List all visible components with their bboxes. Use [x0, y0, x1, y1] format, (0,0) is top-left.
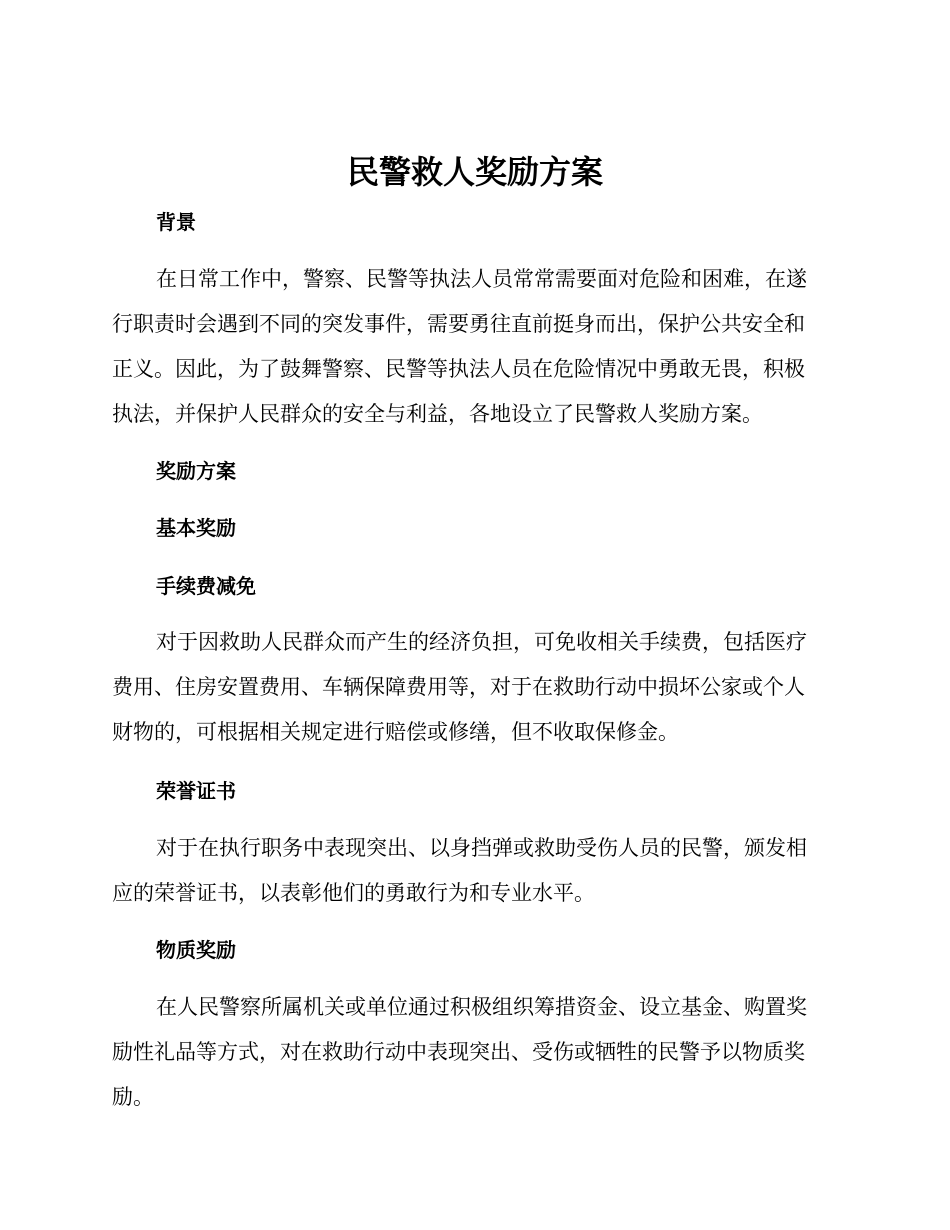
- document-title: 民警救人奖励方案: [346, 153, 603, 191]
- paragraph-line: 行职责时会遇到不同的突发事件，需要勇往直前挺身而出，保护公共安全和: [112, 312, 805, 336]
- section-heading-material: 物质奖励: [156, 938, 236, 962]
- paragraph-line: 在日常工作中，警察、民警等执法人员常常需要面对危险和困难，在遂: [156, 267, 807, 291]
- paragraph-fee: [112, 620, 832, 755]
- section-heading-fee: 手续费减免: [156, 574, 256, 598]
- paragraph-line: 执法，并保护人民群众的安全与利益，各地设立了民警救人奖励方案。: [112, 402, 763, 426]
- section-heading-basic: 基本奖励: [156, 516, 236, 540]
- paragraph-line: 励性礼品等方式，对在救助行动中表现突出、受伤或牺牲的民警予以物质奖: [112, 1040, 805, 1064]
- paragraph-line: 在人民警察所属机关或单位通过积极组织筹措资金、设立基金、购置奖: [156, 995, 807, 1019]
- paragraph-honor: [112, 826, 832, 916]
- paragraph-background: [112, 257, 832, 437]
- paragraph-line: 对于在执行职务中表现突出、以身挡弹或救助受伤人员的民警，颁发相: [156, 836, 807, 860]
- section-heading-background: 背景: [156, 210, 196, 234]
- paragraph-material: [112, 985, 832, 1120]
- paragraph-line: 应的荣誉证书，以表彰他们的勇敢行为和专业水平。: [112, 881, 595, 905]
- paragraph-line: 财物的，可根据相关规定进行赔偿或修缮，但不收取保修金。: [112, 720, 679, 744]
- paragraph-line: 正义。因此，为了鼓舞警察、民警等执法人员在危险情况中勇敢无畏，积极: [112, 357, 805, 381]
- paragraph-line: 励。: [112, 1085, 154, 1109]
- paragraph-line: 费用、住房安置费用、车辆保障费用等，对于在救助行动中损坏公家或个人: [112, 675, 805, 699]
- section-heading-plan: 奖励方案: [156, 459, 236, 483]
- paragraph-line: 对于因救助人民群众而产生的经济负担，可免收相关手续费，包括医疗: [156, 630, 807, 654]
- section-heading-honor: 荣誉证书: [156, 779, 236, 803]
